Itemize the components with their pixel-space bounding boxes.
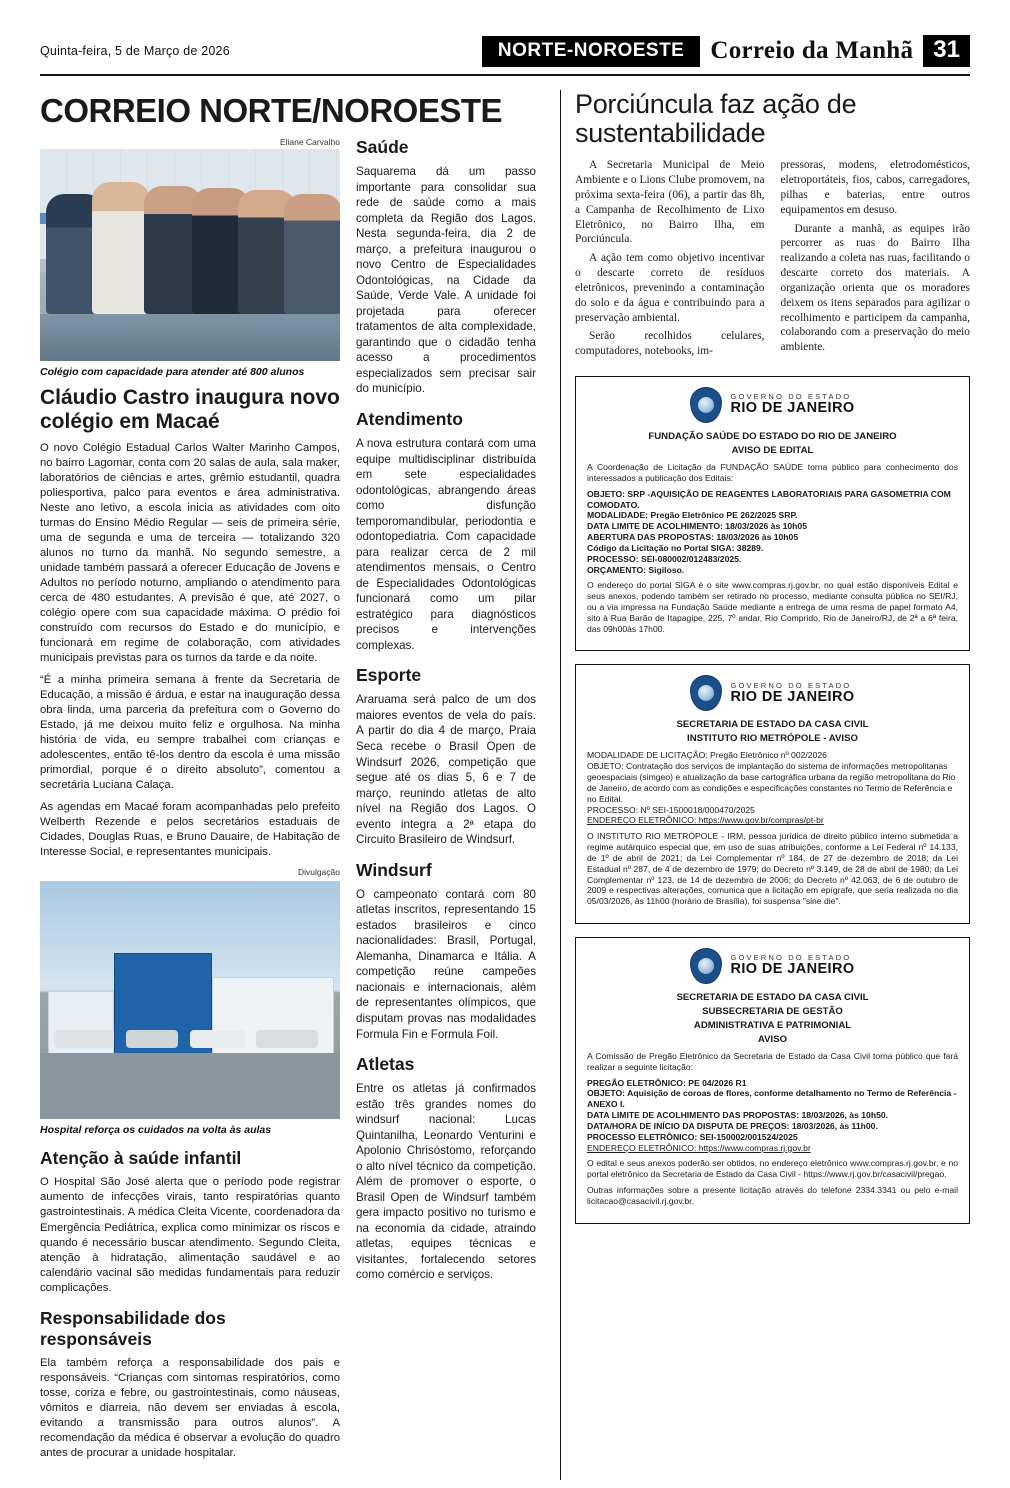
ad2-line-3: PROCESSO: Nº SEI-1500018/000470/2025: [587, 804, 755, 815]
issue-date: Quinta-feira, 5 de Março de 2026: [40, 44, 230, 58]
ad3-line-2: OBJETO: Aquisição de coroas de flores, conforme detalhamento no Termo de Referência - ANEXO I.: [587, 1088, 957, 1110]
column-b: [356, 137, 536, 1468]
gov-logo-3-small: GOVERNO DO ESTADO: [730, 953, 852, 963]
gov-logo-2-small: GOVERNO DO ESTADO: [730, 680, 852, 690]
article2-p1: O Hospital São José alerta que o período pode registrar aumento de infecções virais, tanto respiratórias quanto gastrointestinais. A médica Cleita Vicente, coordenadora da Emergência Pediátrica, explica como minimizar os riscos e quando é necessário buscar atendimento. Segundo Cleita, atenção à hidratação, alimentação saudável e ao calendário vacinal são medidas fundamentais para reduzir complicações.: [40, 1176, 340, 1294]
photo1-caption: Colégio com capacidade para atender até 800 alunos: [40, 366, 305, 378]
sidebar-text-atendimento: A nova estrutura contará com uma equipe multidisciplinar distribuída em sete especialidades odontológicas, abrangendo áreas como disfunção temporomandibular, periodontia e odontopediatria. Com capacidade para realizar cerca de 2 mil atendimentos mensais, o Centro de Especialidades Odontológicas funcionará como um pilar estratégico para diagnósticos precisos e intervenções complexas.: [356, 436, 536, 652]
ad2-line-2: OBJETO: Contratação dos serviços de implantação do sistema de informações metropolitanas geoespaciais (simgeo) e atualização da base cartográfica urbana da região metropolitana do Rio de Janeiro, de acordo com as condições e especificações constantes no Termo de Referência e no Edital.: [587, 761, 956, 804]
ad3-heading-4: AVISO: [757, 1033, 788, 1045]
right-col2-p1: pressoras, modens, eletrodomésticos, eletroportáteis, fios, cabos, carregadores, pilhas e baterias, entre outros equipamentos em desuso.: [780, 159, 970, 216]
ad3-heading-1: SECRETARIA DE ESTADO DA CASA CIVIL: [676, 992, 869, 1004]
ad3-footer2: Outras informações sobre a presente licitação através do telefone 2334.3341 ou pelo e-mail licitacao@casacivil.rj.gov.br.: [587, 1185, 958, 1206]
right-article-headline: Porciúncula faz ação de sustentabilidade: [575, 89, 857, 149]
photo-hospital: [40, 881, 340, 1119]
right-col-2: [781, 158, 971, 363]
right-col-1: [575, 158, 765, 363]
right-col1-p2: A ação tem como objetivo incentivar o descarte correto de resíduos eletrônicos, prevenindo a contaminação do solo e da água e contribuindo para a preservação ambiental.: [575, 252, 765, 324]
article1-p2: “É a minha primeira semana à frente da Secretaria de Educação, a missão é árdua, e estar na inauguração dessa obra linda, uma parceria da prefeitura com o Governo do Estado, já me deixou muito feliz e orgulhosa. Na minha história de vida, eu sempre trabalhei com crianças e adolescentes, então tê-los dentro da escola é uma missão primordial, porque é o direito absoluto”, comentou a secretária Luciana Calaça.: [40, 674, 340, 792]
ad2-heading-2: INSTITUTO RIO METRÓPOLE - AVISO: [687, 733, 858, 745]
article1-headline: Cláudio Castro inaugura novo colégio em Macaé: [40, 386, 340, 433]
ad1-line-7: ORÇAMENTO: Sigiloso.: [587, 564, 685, 575]
gov-logo-1: [587, 387, 958, 423]
sidebar-title-esporte: Esporte: [356, 665, 422, 686]
sidebar-text-saude: Saquarema dá um passo importante para consolidar sua rede de saúde como a mais completa da Região dos Lagos. Nesta segunda-feira, dia 2 de março, a prefeitura inaugurou o novo Centro de Especialidades Odontológicas, na Cidade da Saúde, Verde Vale. A unidade foi projetada para oferecer tratamentos de alta complexidade, garantindo que o cidadão tenha acesso a procedimentos especializados sem precisar sair do município.: [356, 165, 536, 396]
ad-instituto-rio-metropole: [575, 664, 970, 924]
article2-headline: Atenção à saúde infantil: [40, 1148, 242, 1169]
sidebar-title-saude: Saúde: [356, 137, 409, 157]
right-col1-p1: A Secretaria Municipal de Meio Ambiente e o Lions Clube promovem, na próxima sexta-feira (06), a partir das 8h, a Campanha de Recolhimento de Lixo Eletrônico, no Bairro Ilha, em Porciúncula.: [575, 159, 765, 246]
left-block: [40, 90, 546, 1480]
ad3-footer: O edital e seus anexos poderão ser obtidos, no endereço eletrônico www.compras.rj.gov.br, e no portal eletrônico da Secretaria de Estado da Casa Civil - https://www.rj.gov.br/casacivil/pregao.: [587, 1158, 958, 1180]
ad1-intro: A Coordenação de Licitação da FUNDAÇÃO SAÚDE torna público para conhecimento dos interessados a publicação dos Editais:: [587, 462, 958, 483]
ad3-line-1: PREGÃO ELETRÔNICO: PE 04/2026 R1: [587, 1077, 747, 1088]
coat-of-arms-icon: [690, 387, 722, 423]
ad2-footer: O INSTITUTO RIO METRÓPOLE - IRM, pessoa jurídica de direito público interno submetida a regime autárquico especial que, em uso de suas atribuições, conforme a Lei Federal nº 14.133, de 1º de abril de 2021; da Lei Complementar nº 184, de 27 de dezembro de 2018; da Lei Estadual nº 287, de 4 de dezembro de 1979; do Decreto nº 3.149, de 28 de abril de 1980; da Lei Complementar nº 123, de 14 de dezembro de 2006; do Decreto nº 42.063, de 6 de outubro de 2009 e respectivas alterações, comunica que a licitação em epígrafe, que seria realizada no dia 05/03/2026, às 11h00 (horário de Brasília), foi suspensa "sine die".: [587, 831, 958, 907]
masthead-rule: [40, 74, 970, 76]
ad-fundacao-saude: [575, 376, 970, 651]
ad2-line-4[interactable]: ENDEREÇO ELETRÔNICO: https://www.gov.br/compras/pt-br: [587, 815, 824, 826]
photo1-credit: Eliane Carvalho: [279, 137, 340, 147]
ad1-line-4: ABERTURA DAS PROPOSTAS: 18/03/2026 às 10h05: [587, 532, 799, 543]
ad1-line-1: OBJETO: SRP -AQUISIÇÃO DE REAGENTES LABORATORIAIS PARA GASOMETRIA COM COMODATO.: [587, 488, 951, 510]
ad1-line-2: MODALIDADE: Pregão Eletrônico PE 262/2025 SRP.: [587, 510, 798, 521]
column-divider: [560, 90, 561, 1480]
coat-of-arms-icon: [690, 948, 722, 984]
page-number: 31: [923, 35, 970, 67]
gov-logo-3-big: RIO DE JANEIRO: [730, 961, 855, 978]
right-article-columns: [575, 158, 970, 363]
page-title: CORREIO NORTE/NOROESTE: [40, 92, 503, 129]
ad-casa-civil: [575, 937, 970, 1224]
ad2-line-1: MODALIDADE DE LICITAÇÃO: Pregão Eletrônico nº 002/2026: [587, 750, 827, 761]
ad2-lines: [587, 750, 958, 826]
sidebar-text-atletas: Entre os atletas já confirmados estão três grandes nomes do windsurf nacional: Lucas Quintanilha, Leonardo Venturini e Apolonio Chrisóstomo, reforçando o alto nível técnico da competição. Além de promover o esporte, o Brasil Open de Windsurf também gera impacto positivo no turismo e na economia da cidade, atraindo atletas, equipes técnicas e visitantes, fortalecendo setores como comércio e serviços.: [356, 1082, 536, 1282]
ad1-line-6: PROCESSO: SEI-080002/012483/2025.: [587, 553, 742, 564]
gov-logo-3: [587, 948, 958, 984]
section-tag: NORTE-NOROESTE: [482, 36, 700, 67]
masthead: [40, 34, 970, 68]
sidebar-title-atendimento: Atendimento: [356, 408, 463, 429]
article3-p1: Ela também reforça a responsabilidade dos pais e responsáveis. “Crianças com sintomas respiratórios, como tosse, coriza e febre, ou gastrointestinais, como náuseas, vômitos e diarreia, não devem ser enviadas à escola, evitando a transmissão para outros alunos”. A recomendação da médica é observar a evolução do quadro antes de procurar a unidade hospitalar.: [40, 1356, 340, 1459]
photo2-credit: Divulgação: [297, 867, 340, 878]
ad3-line-5: PROCESSO ELETRÔNICO: SEI-150002/001524/2025: [587, 1131, 798, 1142]
page-content: [40, 90, 970, 1480]
ad3-heading-3: ADMINISTRATIVA E PATRIMONIAL: [693, 1020, 852, 1031]
ad3-line-3: DATA LIMITE DE ACOLHIMENTO DAS PROPOSTAS: 18/03/2026, às 10h50.: [587, 1110, 889, 1121]
gov-logo-1-small: GOVERNO DO ESTADO: [730, 392, 852, 402]
photo2-caption: Hospital reforça os cuidados na volta às aulas: [40, 1124, 272, 1137]
article3-headline: Responsabilidade dos responsáveis: [40, 1307, 226, 1349]
ad1-line-5: Código da Licitação no Portal SIGA: 38289.: [587, 542, 764, 553]
gov-logo-2: [587, 675, 958, 711]
article1-p1: O novo Colégio Estadual Carlos Walter Marinho Campos, no bairro Lagomar, conta com 20 salas de aula, sala maker, laboratórios de ciências e artes, grêmio estudantil, quadra poliesportiva, palco para eventos e área administrativa. Neste ano letivo, a escola inicia as atividades com oito turmas do Ensino Médio Regular — seis de primeira série, uma de segunda e uma de terceira — totalizando 320 alunos no turno da manhã. No segundo semestre, a unidade também passará a oferecer Educação de Jovens e Adultos no período noturno, ampliando o atendimento para cerca de 480 estudantes. A previsão é que, até 2027, o colégio opere com sua capacidade máxima. O prédio foi construído com recursos do Estado e do município, e funcionará em regime de colaboração, com atividades municipais previstas para os turnos da tarde e da noite.: [40, 442, 340, 665]
sidebar-title-atletas: Atletas: [356, 1054, 415, 1075]
ad1-line-3: DATA LIMITE DE ACOLHIMENTO: 18/03/2026 às 10h05: [587, 521, 807, 532]
sidebar-title-windsurf: Windsurf: [356, 859, 432, 880]
left-columns: [40, 137, 546, 1468]
right-block: [575, 90, 970, 1480]
right-col2-p2: Durante a manhã, as equipes irão percorrer as ruas do Bairro Ilha realizando a coleta nas ruas, facilitando o descarte correto dos materiais. A organização orienta que os moradores deixem os itens separados para agilizar o recolhimento e participem da campanha, colaborando com a preservação do meio ambiente.: [780, 222, 970, 354]
ad1-heading-1: FUNDAÇÃO SAÚDE DO ESTADO DO RIO DE JANEIRO: [648, 431, 897, 443]
ad3-intro: A Comissão de Pregão Eletrônico da Secretaria de Estado da Casa Civil torna público que fará realizar a seguinte licitação:: [587, 1050, 958, 1072]
article1-p3: As agendas em Macaé foram acompanhadas pelo prefeito Welberth Rezende e pelos secretários estaduais de Cidades, Douglas Ruas, e Bruno Dauaire, de Habitação de Interesse Social, e representantes municipais.: [40, 801, 340, 859]
right-col1-p3: Serão recolhidos celulares, computadores, notebooks, im-: [575, 330, 765, 358]
coat-of-arms-icon: [690, 675, 722, 711]
gov-logo-1-big: RIO DE JANEIRO: [730, 400, 855, 417]
ad1-footer: O endereço do portal SIGA é o site www.compras.rj.gov.br, no qual estão disponíveis Edital e seus anexos, podendo também ser retirado no processo, mediante consulta pública no SEI/RJ, ou a via impressa na Fundação Saúde mediante a entrega de uma resma de papel formato A4, sito à Rua Barão de Itapagipe, 225, 7º andar, Rio Comprido, Rio de Janeiro/RJ, de 2ª a 6ª feira, das 09h00às 17h00.: [587, 580, 958, 634]
sidebar-text-esporte: Araruama será palco de um dos maiores eventos de vela do país. A partir do dia 4 de março, Praia Seca recebe o Brasil Open de Windsurf 2026, competição que segue até os dias 5, 6 e 7 de março, reunindo atletas de alto nível na Região dos Lagos. O evento integra a 2ª etapa do Circuito Brasileiro de Windsurf.: [356, 693, 536, 847]
paper-name: Correio da Manhã: [710, 37, 914, 64]
sidebar-text-windsurf: O campeonato contará com 80 atletas inscritos, representando 15 estados brasileiros e cinco nacionalidades: Brasil, Portugal, Alemanha, Dinamarca e Itália. A competição reúne campeões nacionais e internacionais, além de representantes olímpicos, que disputam provas nas modalidades Formula Fin e Formula Foil.: [356, 887, 536, 1041]
photo-school: [40, 149, 340, 361]
ad3-line-4: DATA/HORA DE INÍCIO DA DISPUTA DE PREÇOS: 18/03/2026, às 11h00.: [587, 1120, 878, 1131]
ad2-heading-1: SECRETARIA DE ESTADO DA CASA CIVIL: [676, 719, 869, 731]
ad1-lines: [587, 489, 958, 576]
column-a: [40, 137, 340, 1468]
ad3-lines: [587, 1078, 958, 1154]
ad3-heading-2: SUBSECRETARIA DE GESTÃO: [702, 1006, 843, 1018]
ad3-line-6[interactable]: ENDEREÇO ELETRÔNICO: https://www.compras.rj.gov.br: [587, 1142, 811, 1153]
gov-logo-2-big: RIO DE JANEIRO: [730, 688, 855, 705]
ad1-heading-2: AVISO DE EDITAL: [731, 445, 814, 457]
masthead-right: [482, 35, 970, 67]
